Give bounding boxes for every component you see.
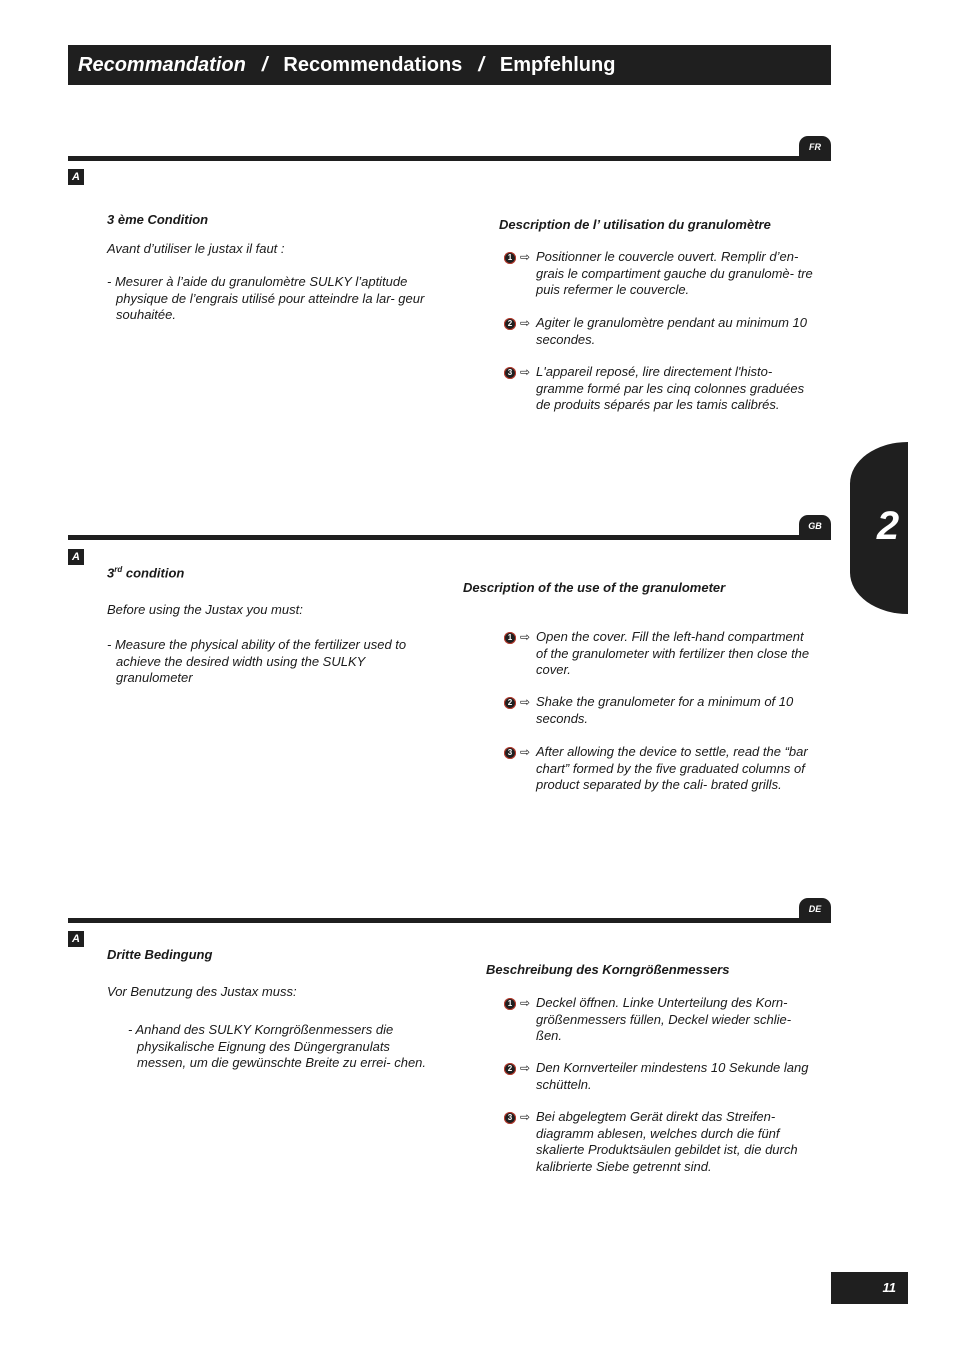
step-item [504,995,814,1045]
step-item [504,1109,814,1175]
step-number-badge: 2 [504,697,516,709]
step-number-badge: 1 [504,252,516,264]
step-number-badge: 3 [504,1112,516,1124]
step-number-badge: 2 [504,318,516,330]
condition-title-de: Dritte Bedingung [107,947,213,962]
header-separator: / [261,54,268,76]
arrow-right-icon: ⇨ [520,1110,531,1124]
header-title-fr: Recommandation [78,54,246,76]
arrow-right-icon: ⇨ [520,250,531,264]
requirement-fr: - Mesurer à l’aide du granulomètre SULKY l’aptitude physique de l’engrais utilisé pour atteindre la lar- geur souhaitée. [107,274,425,322]
step-text: Bei abgelegtem Gerät direkt das Streifen- diagramm ablesen, welches durch die fünf skalierte Produktsäulen gebildet ist, die durch kalibrierte Siebe getrennt sind. [536,1109,798,1174]
step-text: After allowing the device to settle, read the “bar chart” formed by the five graduated columns of product separated by the cali- brated grills. [536,744,808,792]
section-marker-gb: A [68,549,84,565]
step-number-badge: 3 [504,367,516,379]
header-title-gb: Recommendations [283,54,463,76]
step-item [504,315,814,348]
arrow-right-icon: ⇨ [520,1061,531,1075]
step-number-badge: 1 [504,998,516,1010]
description-title-gb: Description of the use of the granulometer [463,580,726,595]
section-marker-fr: A [68,169,84,185]
step-item [504,249,814,299]
description-title-fr: Description de l’ utilisation du granulomètre [499,217,771,232]
page-header [68,45,831,85]
step-item [504,364,814,414]
step-text: Open the cover. Fill the left-hand compartment of the granulometer with fertilizer then close the cover. [536,629,810,677]
lang-tag-fr: FR [799,136,831,158]
condition-number: 3 [107,565,115,581]
header-title-de: Empfehlung [499,54,616,76]
step-item [504,629,814,679]
arrow-right-icon: ⇨ [520,996,531,1010]
arrow-right-icon: ⇨ [520,316,531,330]
page-number: 11 [831,1272,908,1304]
arrow-right-icon: ⇨ [520,630,531,644]
step-number-badge: 1 [504,632,516,644]
arrow-right-icon: ⇨ [520,365,531,379]
intro-fr: Avant d’utiliser le justax il faut : [107,241,285,256]
section-divider-de [68,918,831,923]
step-item [504,744,814,794]
condition-title-fr: 3 ème Condition [107,212,209,227]
step-text: Den Kornverteiler mindestens 10 Sekunde lang schütteln. [536,1060,809,1092]
section-marker-de: A [68,931,84,947]
ordinal-suffix: rd [114,565,123,574]
step-text: Deckel öffnen. Linke Unterteilung des Korn- größenmessers füllen, Deckel wieder schlie- ßen. [536,995,792,1043]
step-text: Positionner le couvercle ouvert. Remplir d’en- grais le compartiment gauche du granulomè- tre puis refermer le couvercle. [536,249,813,297]
step-item [504,1060,814,1093]
arrow-right-icon: ⇨ [520,695,531,709]
condition-label: condition [122,565,185,581]
intro-de: Vor Benutzung des Justax muss: [107,984,297,999]
step-item [504,694,814,727]
requirement-de: - Anhand des SULKY Korngrößenmessers die physikalische Eignung des Düngergranulats messen, um die gewünschte Breite zu errei- chen. [128,1022,427,1070]
lang-tag-gb: GB [799,515,831,537]
section-divider-fr [68,156,831,161]
requirement-gb: - Measure the physical ability of the fertilizer used to achieve the desired width using the SULKY granulometer [107,637,407,685]
step-number-badge: 3 [504,747,516,759]
section-divider-gb [68,535,831,540]
condition-title-gb [107,565,184,580]
arrow-right-icon: ⇨ [520,745,531,759]
step-text: Shake the granulometer for a minimum of 10 seconds. [536,694,794,726]
step-text: Agiter le granulomètre pendant au minimum 10 secondes. [536,315,807,347]
lang-tag-de: DE [799,898,831,920]
header-separator: / [478,54,484,76]
intro-gb: Before using the Justax you must: [107,602,303,617]
step-text: L'appareil reposé, lire directement l'histo- gramme formé par les cinq colonnes graduées de produits séparés par les tamis calibrés. [536,364,805,412]
step-number-badge: 2 [504,1063,516,1075]
description-title-de: Beschreibung des Korngrößenmessers [486,962,730,977]
chapter-number: 2 [876,504,900,548]
